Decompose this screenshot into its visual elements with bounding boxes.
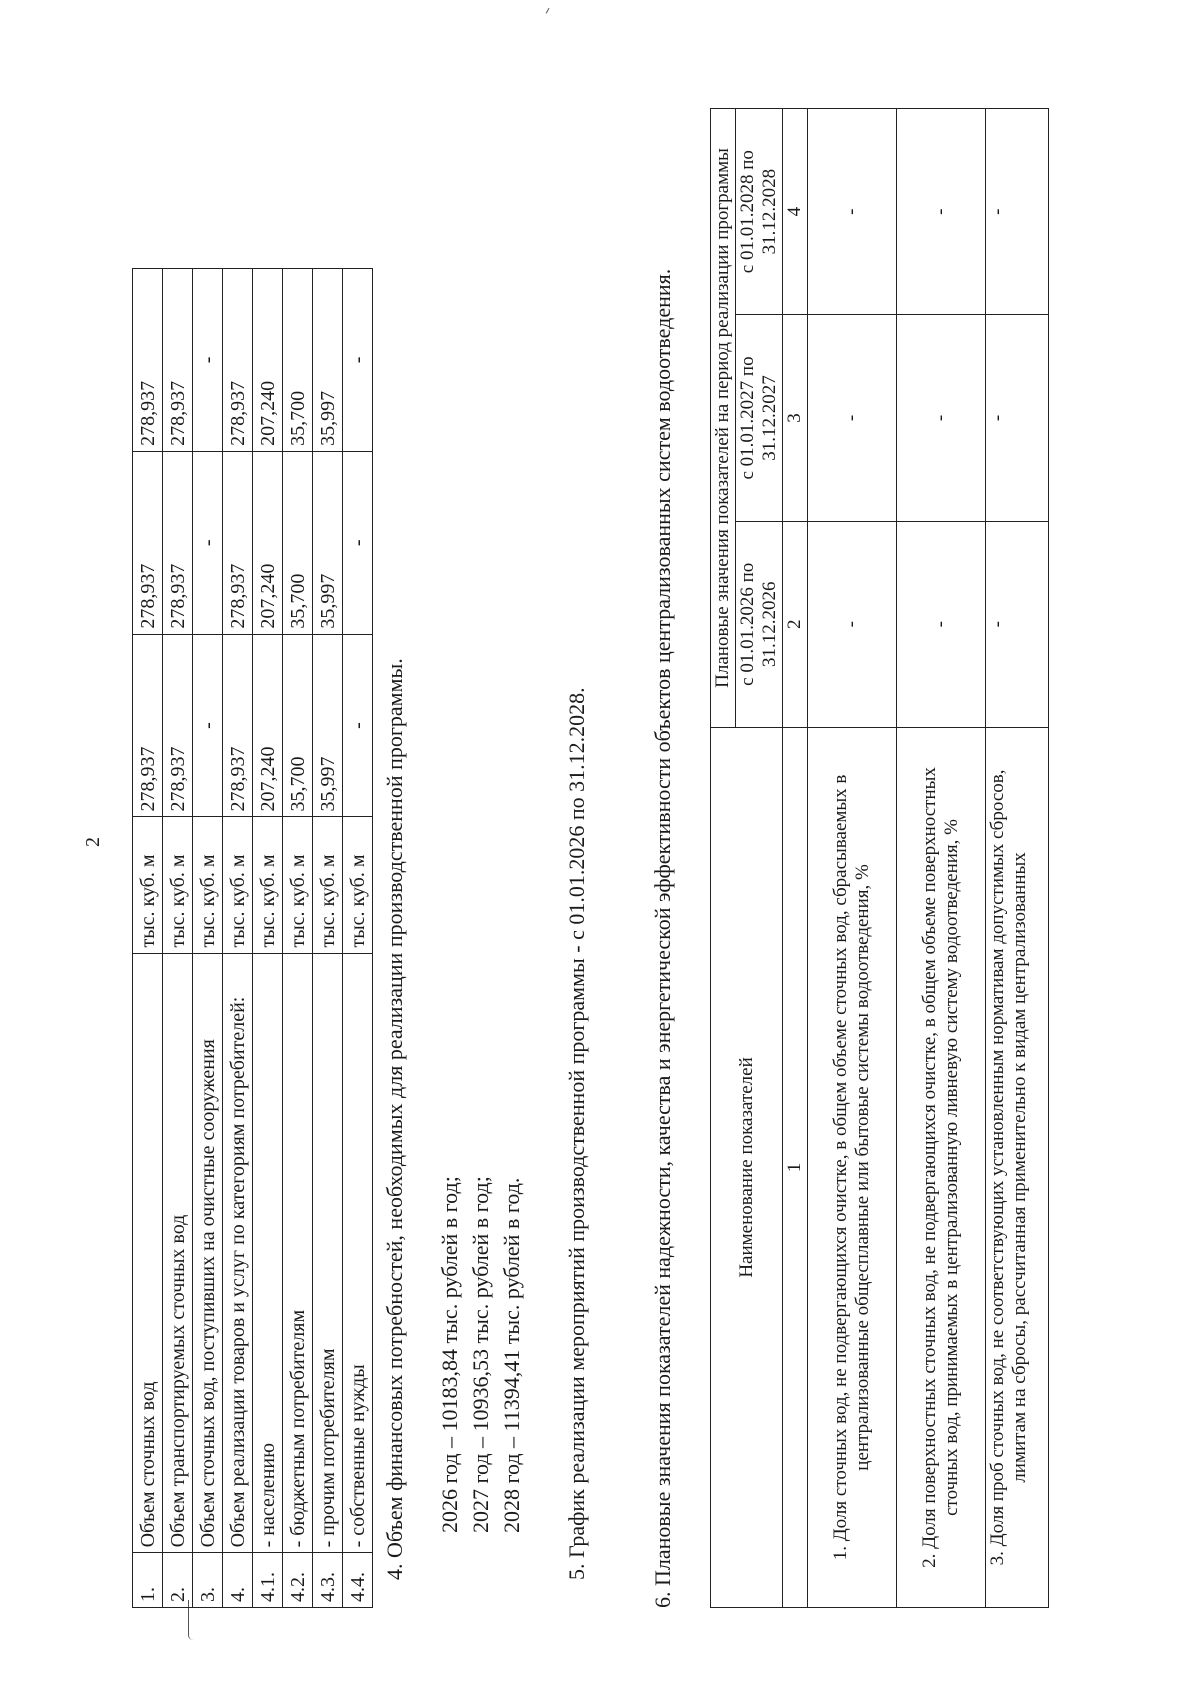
value-2028: 278,937	[223, 269, 253, 452]
column-index: 2	[783, 521, 808, 727]
rotated-page-content	[132, 108, 1092, 1608]
finance-line-2026: 2026 год – 10183,84 тыс. рублей в год;	[437, 1176, 462, 1533]
value-2026: -	[343, 634, 373, 817]
indicator-value: -	[986, 521, 1049, 727]
table-row	[163, 269, 193, 1608]
row-number: 4.4.	[343, 1553, 373, 1608]
row-number: 4.2.	[283, 1553, 313, 1608]
indicator-name-header: Наименование показателей	[711, 727, 783, 1607]
value-2027: -	[193, 451, 223, 634]
value-2027: 35,997	[313, 451, 343, 634]
table-row	[283, 269, 313, 1608]
indicator-value: -	[808, 109, 897, 315]
column-index: 4	[783, 109, 808, 315]
value-2028: -	[343, 269, 373, 452]
row-unit: тыс. куб. м	[193, 817, 223, 953]
indicator-name: 2. Доля поверхностных сточных вод, не подвергающихся очистке, в общем объеме поверхностных сточных вод, принимаемых в централизованную ливневую систему водоотведения, %	[897, 727, 986, 1607]
indicator-value: -	[897, 315, 986, 521]
period-2028-header: с 01.01.2028 по 31.12.2028	[736, 109, 783, 315]
row-name: - населению	[253, 953, 283, 1553]
indicators-table	[710, 108, 1049, 1608]
indicators-heading: 6. Плановые значения показателей надежности, качества и энергетической эффективности объектов централизованных систем водоотведения.	[650, 268, 675, 1608]
finance-line-2027: 2027 год – 10936,53 тыс. рублей в год;	[468, 1176, 493, 1533]
scan-artifact-mark	[546, 8, 551, 14]
value-2028: 278,937	[133, 269, 163, 452]
row-unit: тыс. куб. м	[283, 817, 313, 953]
plan-values-header: Плановые значения показателей на период реализации программы	[711, 109, 736, 728]
row-name: - прочим потребителям	[313, 953, 343, 1553]
value-2028: 278,937	[163, 269, 193, 452]
page-number: 2	[82, 837, 104, 847]
row-number: 4.1.	[253, 1553, 283, 1608]
table-row	[193, 269, 223, 1608]
period-2027-header: с 01.01.2027 по 31.12.2027	[736, 315, 783, 521]
value-2028: -	[193, 269, 223, 452]
value-2026: 278,937	[223, 634, 253, 817]
column-index: 1	[783, 727, 808, 1607]
table-row	[223, 269, 253, 1608]
value-2027: 278,937	[223, 451, 253, 634]
indicator-value: -	[986, 109, 1049, 315]
value-2027: 35,700	[283, 451, 313, 634]
value-2028: 35,700	[283, 269, 313, 452]
value-2026: 35,700	[283, 634, 313, 817]
indicator-name: 1. Доля сточных вод, не подвергающихся очистке, в общем объеме сточных вод, сбрасываемых в централизованные общесплавные или бытовые системы водоотведения, %	[808, 727, 897, 1607]
row-unit: тыс. куб. м	[163, 817, 193, 953]
period-2026-header: с 01.01.2026 по 31.12.2026	[736, 521, 783, 727]
value-2027: 278,937	[133, 451, 163, 634]
value-2027: 278,937	[163, 451, 193, 634]
row-unit: тыс. куб. м	[223, 817, 253, 953]
row-unit: тыс. куб. м	[253, 817, 283, 953]
finance-lines	[434, 1176, 527, 1533]
row-number: 1.	[133, 1553, 163, 1608]
table-row	[133, 269, 163, 1608]
table-row	[313, 269, 343, 1608]
header-row	[711, 109, 736, 1608]
row-name: Объем сточных вод, поступивших на очистные сооружения	[193, 953, 223, 1553]
indicator-value: -	[808, 315, 897, 521]
value-2028: 35,997	[313, 269, 343, 452]
value-2026: 207,240	[253, 634, 283, 817]
row-name: - бюджетным потребителям	[283, 953, 313, 1553]
volumes-table	[132, 268, 373, 1608]
column-index: 3	[783, 315, 808, 521]
table-row	[343, 269, 373, 1608]
row-unit: тыс. куб. м	[343, 817, 373, 953]
table-row	[808, 109, 897, 1608]
value-2027: -	[343, 451, 373, 634]
value-2028: 207,240	[253, 269, 283, 452]
column-index-row	[783, 109, 808, 1608]
row-number: 4.	[223, 1553, 253, 1608]
finance-heading: 4. Объем финансовых потребностей, необходимых для реализации производственной программы.	[382, 658, 407, 1580]
indicator-value: -	[897, 109, 986, 315]
row-name: Объем сточных вод	[133, 953, 163, 1553]
value-2026: 278,937	[133, 634, 163, 817]
value-2026: -	[193, 634, 223, 817]
row-number: 3.	[193, 1553, 223, 1608]
value-2026: 35,997	[313, 634, 343, 817]
row-number: 2.	[163, 1553, 193, 1608]
row-unit: тыс. куб. м	[313, 817, 343, 953]
finance-line-2028: 2028 год – 11394,41 тыс. рублей в год.	[499, 1177, 524, 1533]
row-name: - собственные нужды	[343, 953, 373, 1553]
indicator-value: -	[808, 521, 897, 727]
indicator-value: -	[897, 521, 986, 727]
indicator-name: 3. Доля проб сточных вод, не соответствующих установленным нормативам допустимых сбросов, лимитам на сбросы, рассчитанная применительно к видам централизованных	[986, 727, 1049, 1607]
table-row	[986, 109, 1049, 1608]
value-2027: 207,240	[253, 451, 283, 634]
row-number: 4.3.	[313, 1553, 343, 1608]
schedule-text: 5. График реализации мероприятий производственной программы - с 01.01.2026 по 31.12.2028.	[564, 687, 589, 1580]
row-name: Объем реализации товаров и услуг по категориям потребителей:	[223, 953, 253, 1553]
row-name: Объем транспортируемых сточных вод	[163, 953, 193, 1553]
row-unit: тыс. куб. м	[133, 817, 163, 953]
table-row	[253, 269, 283, 1608]
value-2026: 278,937	[163, 634, 193, 817]
indicator-value: -	[986, 315, 1049, 521]
table-row	[897, 109, 986, 1608]
